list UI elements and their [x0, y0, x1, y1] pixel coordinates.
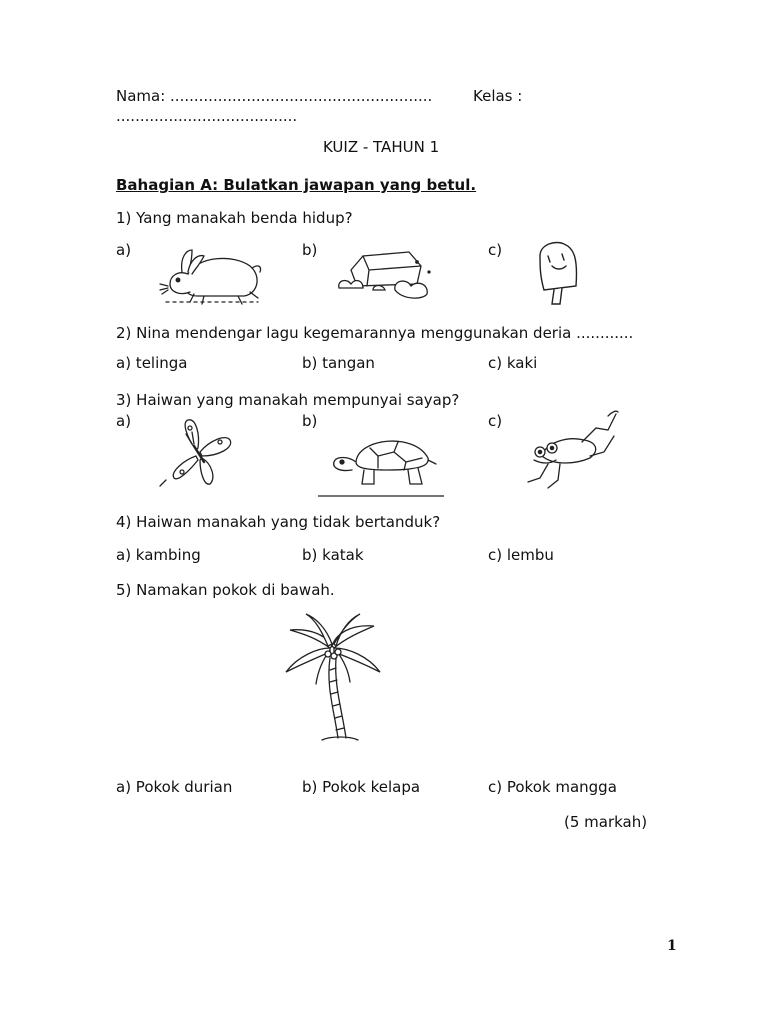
q4-option-a: a) kambing [116, 546, 201, 564]
coconut-tree-image [276, 606, 388, 748]
question-5: 5) Namakan pokok di bawah. [116, 581, 335, 599]
q1-option-a: a) [116, 241, 132, 259]
frog-image [520, 406, 620, 492]
question-1: 1) Yang manakah benda hidup? [116, 209, 353, 227]
question-2: 2) Nina mendengar lagu kegemarannya menggunakan deria ............ [116, 324, 634, 342]
q2-option-c: c) kaki [488, 354, 538, 372]
ice-cream-image [530, 236, 588, 308]
q3-option-a: a) [116, 412, 132, 430]
page-title: KUIZ - TAHUN 1 [323, 138, 440, 156]
section-a-heading: Bahagian A: Bulatkan jawapan yang betul. [116, 176, 477, 194]
class-field-dots: ...................................... [116, 107, 298, 125]
q2-option-a: a) telinga [116, 354, 188, 372]
class-field-label: Kelas : [473, 87, 523, 105]
q5-option-c: c) Pokok mangga [488, 778, 617, 796]
q2-option-b: b) tangan [302, 354, 375, 372]
q5-option-a: a) Pokok durian [116, 778, 233, 796]
question-4: 4) Haiwan manakah yang tidak bertanduk? [116, 513, 441, 531]
q4-option-b: b) katak [302, 546, 364, 564]
q4-option-c: c) lembu [488, 546, 554, 564]
q3-option-c: c) [488, 412, 503, 430]
q1-option-b: b) [302, 241, 318, 259]
question-3: 3) Haiwan yang manakah mempunyai sayap? [116, 391, 460, 409]
q3-option-b: b) [302, 412, 318, 430]
q1-option-c: c) [488, 241, 503, 259]
rabbit-image [158, 236, 266, 308]
butterfly-image [156, 416, 240, 490]
tortoise-image [318, 422, 444, 498]
stone-image [333, 244, 435, 306]
q5-option-b: b) Pokok kelapa [302, 778, 421, 796]
page-number: 1 [667, 938, 677, 954]
name-field-label: Nama: ....................................................... [116, 87, 433, 105]
total-marks: (5 markah) [564, 813, 648, 831]
